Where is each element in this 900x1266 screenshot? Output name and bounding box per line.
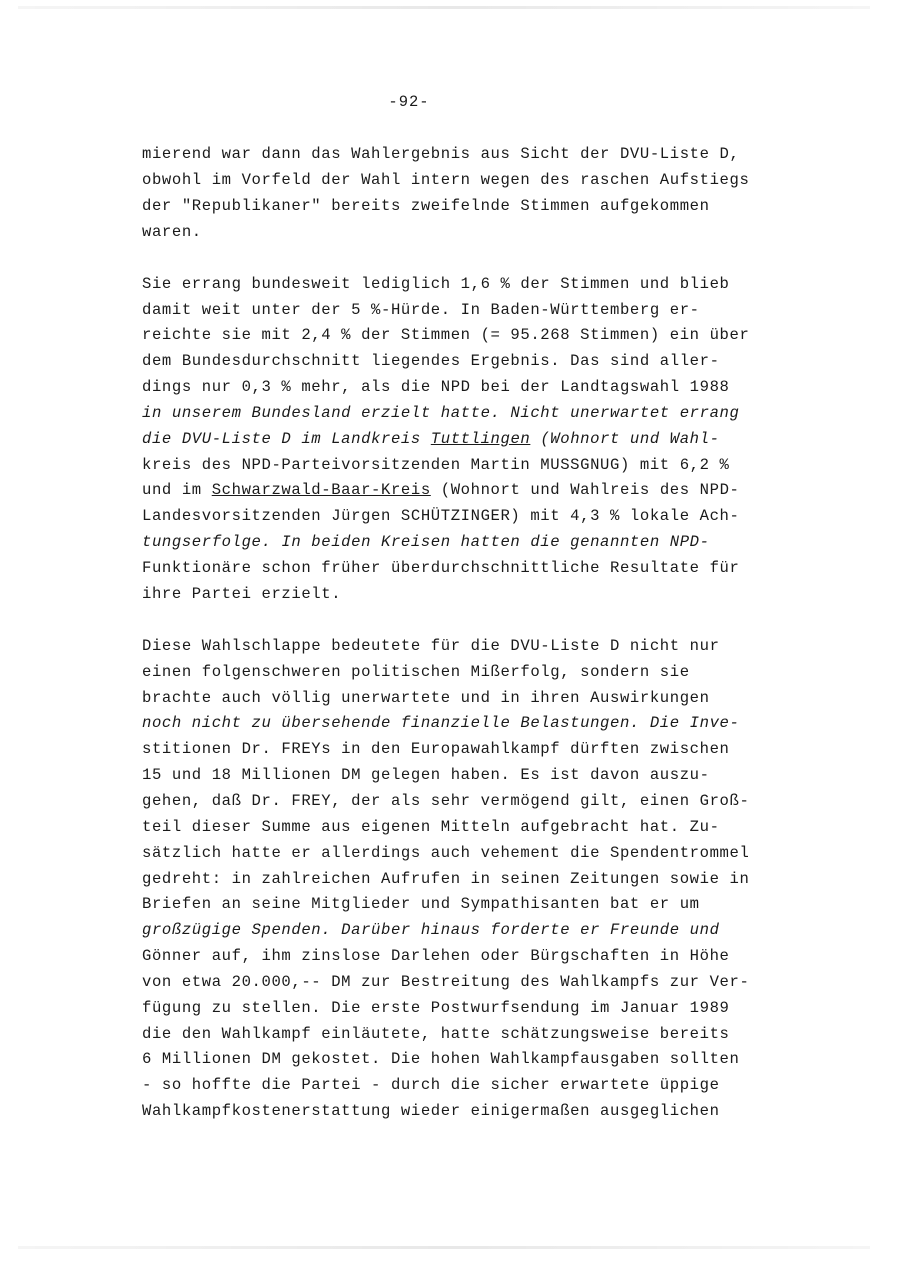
text-line: fügung zu stellen. Die erste Postwurfsendung im Januar 1989: [142, 998, 730, 1017]
text-line: noch nicht zu übersehende finanzielle Belastungen. Die Inve-: [142, 714, 740, 733]
text-line: [142, 478, 802, 504]
text-line: gehen, daß Dr. FREY, der als sehr vermögend gilt, einen Groß-: [142, 792, 750, 810]
text-line: mierend war dann das Wahlergebnis aus Sicht der DVU-Liste D,: [142, 145, 740, 163]
paragraph: [142, 272, 802, 608]
text-line: reichte sie mit 2,4 % der Stimmen (= 95.268 Stimmen) ein über: [142, 326, 750, 345]
text-line: damit weit unter der 5 %-Hürde. In Baden-Württemberg er-: [142, 300, 700, 319]
text-line: dem Bundesdurchschnitt liegendes Ergebnis. Das sind aller-: [142, 352, 720, 371]
underlined-place-name: Schwarzwald-Baar-Kreis: [211, 481, 431, 500]
text-line: kreis des NPD-Parteivorsitzenden Martin MUSSGNUG) mit 6,2 %: [142, 455, 730, 474]
text-line: waren.: [142, 222, 202, 241]
text-line: die den Wahlkampf einläutete, hatte schätzungsweise bereits: [142, 1024, 730, 1043]
text-line: sätzlich hatte er allerdings auch vehement die Spendentrommel: [142, 843, 750, 862]
text-line: einen folgenschweren politischen Mißerfolg, sondern sie: [142, 662, 690, 681]
page-number: -92-: [388, 93, 430, 111]
text-line: ihre Partei erzielt.: [142, 584, 342, 603]
text-line: stitionen Dr. FREYs in den Europawahlkampf dürften zwischen: [142, 740, 730, 759]
text-line: dings nur 0,3 % mehr, als die NPD bei der Landtagswahl 1988: [142, 378, 730, 397]
text-line: 6 Millionen DM gekostet. Die hohen Wahlkampfausgaben sollten: [142, 1050, 740, 1069]
text-line: tungserfolge. In beiden Kreisen hatten die genannten NPD-: [142, 533, 710, 552]
text-line: Wahlkampfkostenerstattung wieder einigermaßen ausgeglichen: [142, 1102, 720, 1121]
text-line: Diese Wahlschlappe bedeutete für die DVU-Liste D nicht nur: [142, 636, 720, 655]
underlined-place-name: Tuttlingen: [430, 429, 531, 448]
text-line: teil dieser Summe aus eigenen Mitteln aufgebracht hat. Zu-: [142, 817, 720, 836]
text-line: brachte auch völlig unerwartete und in ihren Auswirkungen: [142, 688, 710, 707]
line-text: (Wohnort und Wahl-: [530, 429, 720, 448]
scan-edge-top: [18, 6, 870, 9]
text-line: 15 und 18 Millionen DM gelegen haben. Es ist davon auszu-: [142, 766, 710, 785]
text-line: Funktionäre schon früher überdurchschnittliche Resultate für: [142, 558, 740, 577]
paragraph: [142, 634, 802, 1125]
scan-edge-bottom: [18, 1246, 870, 1249]
text-line: obwohl im Vorfeld der Wahl intern wegen des raschen Aufstiegs: [142, 170, 750, 189]
text-line: - so hoffte die Partei - durch die sicher erwartete üppige: [142, 1076, 720, 1095]
text-line: in unserem Bundesland erzielt hatte. Nicht unerwartet errang: [142, 403, 740, 422]
text-line: [142, 427, 802, 453]
line-text: die DVU-Liste D im Landkreis: [142, 429, 431, 448]
text-line: Gönner auf, ihm zinslose Darlehen oder Bürgschaften in Höhe: [142, 947, 730, 966]
text-line: gedreht: in zahlreichen Aufrufen in seinen Zeitungen sowie in: [142, 869, 750, 888]
text-line: Briefen an seine Mitglieder und Sympathisanten bat er um: [142, 895, 700, 914]
text-line: Landesvorsitzenden Jürgen SCHÜTZINGER) mit 4,3 % lokale Ach-: [142, 507, 740, 526]
text-line: der "Republikaner" bereits zweifelnde Stimmen aufgekommen: [142, 196, 710, 215]
document-body: [142, 142, 802, 1151]
paragraph: [142, 142, 802, 245]
text-line: großzügige Spenden. Darüber hinaus forderte er Freunde und: [142, 921, 720, 940]
line-text: und im: [142, 481, 212, 500]
line-text: (Wohnort und Wahlreis des NPD-: [430, 481, 740, 500]
text-line: von etwa 20.000,-- DM zur Bestreitung des Wahlkampfs zur Ver-: [142, 972, 750, 991]
text-line: Sie errang bundesweit lediglich 1,6 % der Stimmen und blieb: [142, 274, 730, 293]
